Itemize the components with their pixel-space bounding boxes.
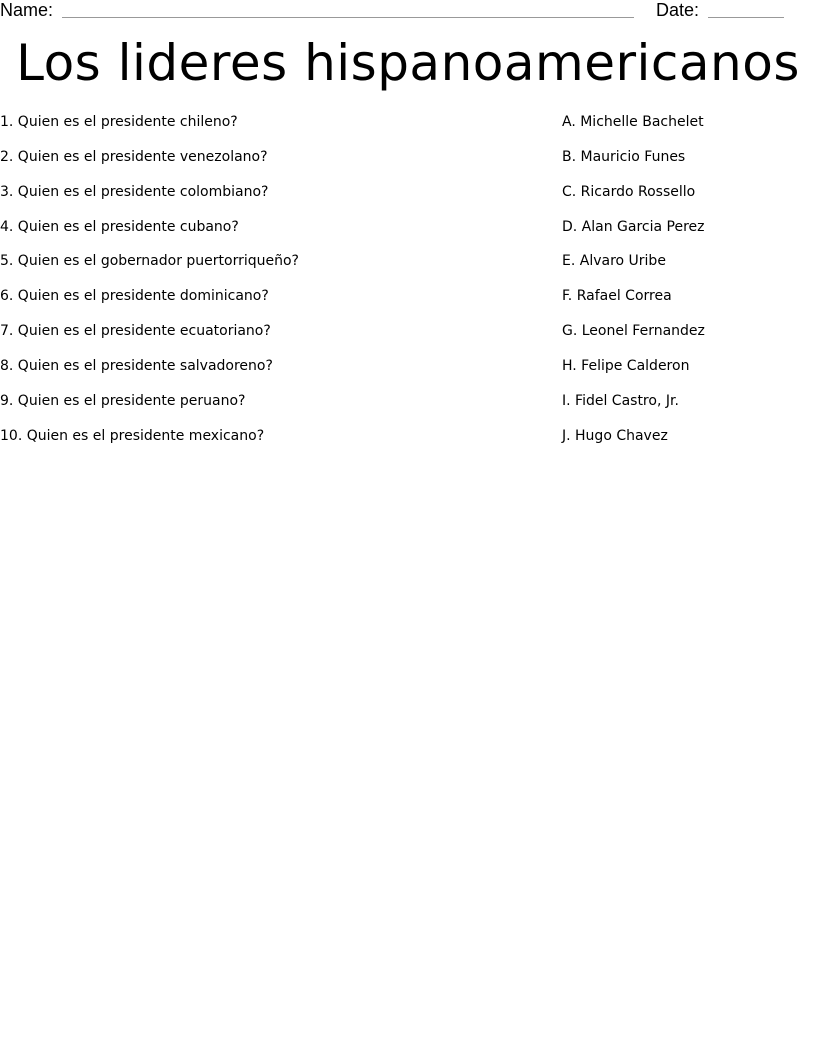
answer-item: H. Felipe Calderon: [562, 357, 690, 374]
question-item: 3. Quien es el presidente colombiano?: [0, 183, 269, 200]
answer-list: [562, 112, 812, 460]
page-title: Los lideres hispanoamericanos: [16, 34, 800, 92]
date-blank-line: [708, 17, 784, 18]
question-item: 5. Quien es el gobernador puertorriqueño?: [0, 253, 299, 270]
question-item: 1. Quien es el presidente chileno?: [0, 114, 238, 130]
question-item: 4. Quien es el presidente cubano?: [0, 218, 239, 235]
answer-item: G. Leonel Fernandez: [562, 323, 705, 340]
question-list: [0, 112, 540, 460]
question-item: 8. Quien es el presidente salvadoreno?: [0, 357, 273, 374]
question-item: 10. Quien es el presidente mexicano?: [0, 427, 265, 444]
question-item: 7. Quien es el presidente ecuatoriano?: [0, 323, 271, 340]
answer-item: D. Alan Garcia Perez: [562, 218, 705, 235]
answer-item: C. Ricardo Rossello: [562, 183, 696, 200]
answer-item: J. Hugo Chavez: [562, 427, 668, 444]
question-item: 6. Quien es el presidente dominicano?: [0, 288, 269, 305]
date-label: Date:: [656, 0, 700, 20]
answer-item: F. Rafael Correa: [562, 288, 672, 305]
question-item: 9. Quien es el presidente peruano?: [0, 392, 246, 409]
question-item: 2. Quien es el presidente venezolano?: [0, 148, 268, 165]
answer-item: E. Alvaro Uribe: [562, 253, 666, 270]
answer-item: I. Fidel Castro, Jr.: [562, 392, 679, 409]
answer-item: B. Mauricio Funes: [562, 148, 686, 165]
answer-item: A. Michelle Bachelet: [562, 114, 704, 130]
name-label: Name:: [0, 0, 54, 20]
name-blank-line: [62, 17, 634, 18]
worksheet-header: [0, 0, 816, 22]
